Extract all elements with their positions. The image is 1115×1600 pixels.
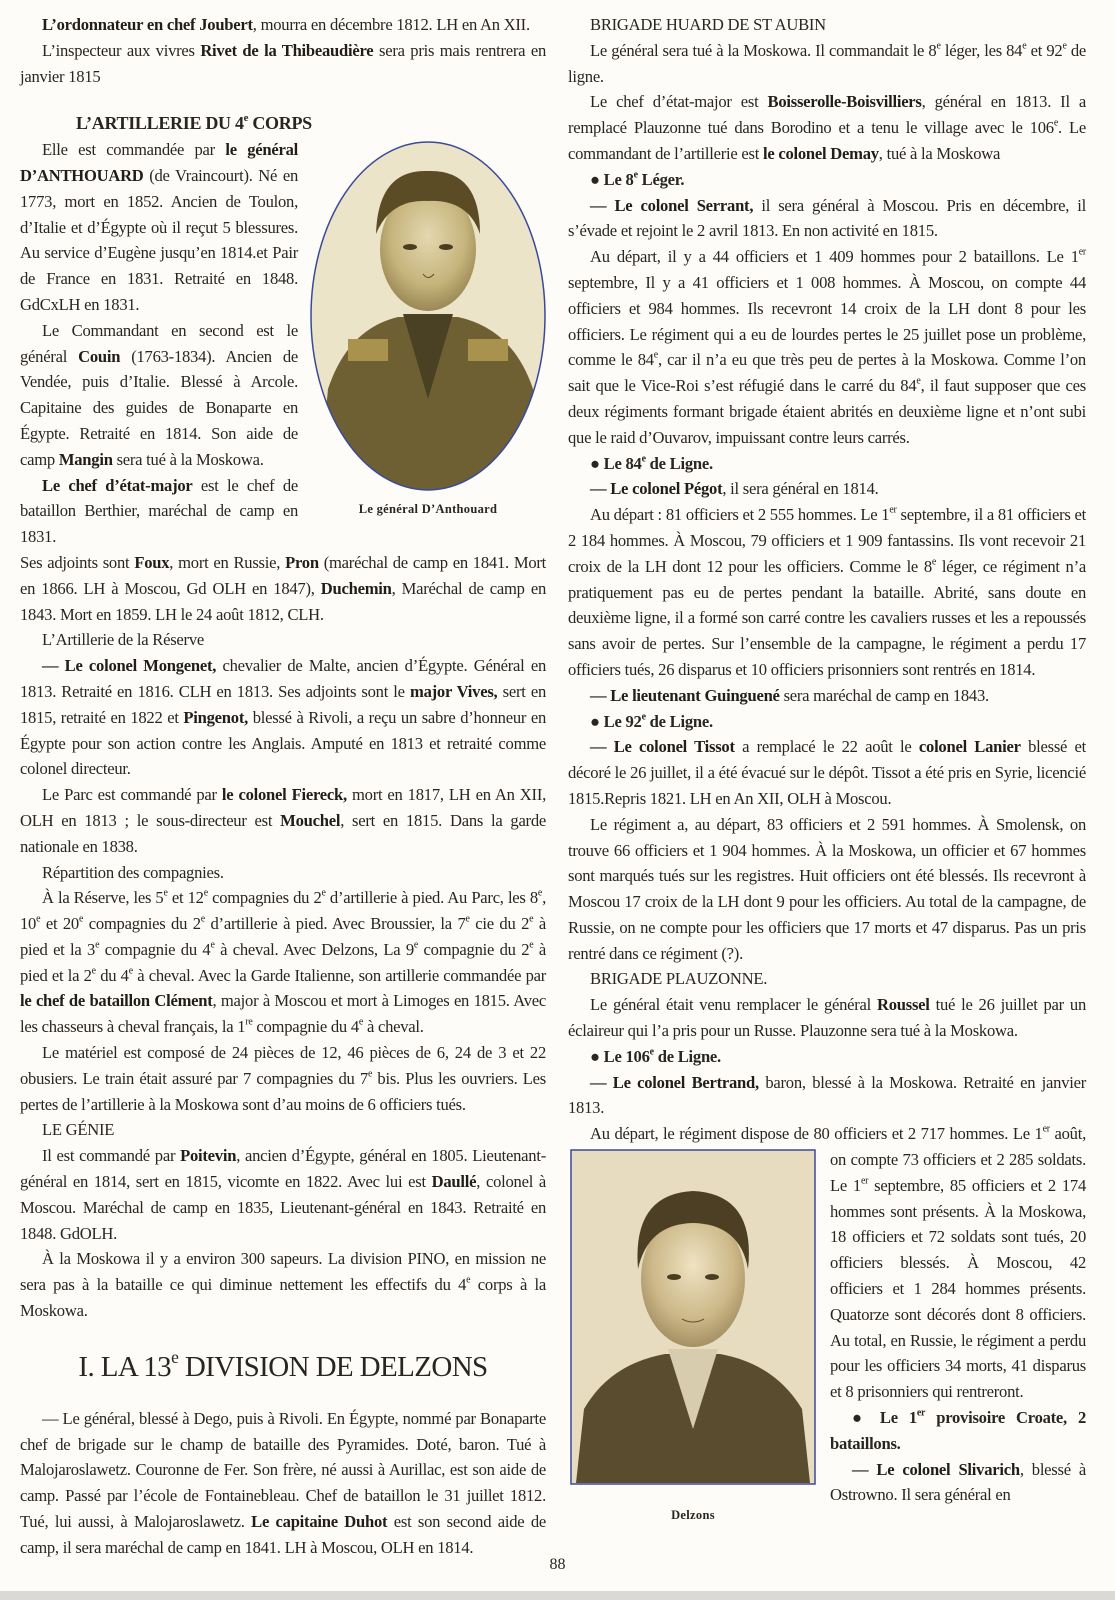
bold-name: le colonel Fiereck, [221,785,347,805]
superscript: e [36,913,41,925]
subheading-genie: LE GÉNIE [42,1120,115,1140]
superscript: e [641,711,646,723]
regiment-heading: ● Le 84e de Ligne. [590,453,713,473]
subheading-brigade: BRIGADE HUARD DE ST AUBIN [590,15,826,34]
superscript: e [413,939,419,951]
superscript: e [529,939,534,951]
superscript: re [245,1016,253,1028]
bold-name: le chef de bataillon Clément [20,991,213,1011]
regiment-heading: ● Le 92e de Ligne. [590,711,713,731]
superscript: e [203,887,208,899]
regiment-heading: ● Le 8e Léger. [590,169,685,189]
paragraph: À la Moskowa il y a environ 300 sapeurs. La division PINO, en mission ne sera pas à la bataille ce qui diminue nettement les effectifs du 4e corps à la Moskowa. [20,1249,546,1321]
left-column [20,12,546,1561]
portrait-anthouard-figure [308,139,548,527]
superscript: e [641,453,646,465]
paragraph: Le chef d’état-major est le chef de bataillon Berthier, maréchal de camp en 1831. [20,475,298,547]
bold-name: L’ordonnateur en chef Joubert [42,15,253,34]
superscript: e [529,913,534,925]
paragraph: Au départ, le régiment dispose de 80 officiers et 2 717 hommes. Le 1er août, on compte 73 officiers et 2 285 soldats. Le 1er septembre, 85 officiers et 2 174 hommes sont présents. À la Moskowa, 18 officiers et 72 soldats sont tués, 20 officiers blessés. À Moscou, 42 officiers et 1 284 hommes présents. Quatorze sont décorés dont 8 officiers. Au total, en Russie, le régiment a perdu pour les officiers 34 morts, 41 disparus et 8 prisonniers qui rentreront. [590,1123,1087,1402]
bold-name: Pingenot, [183,707,248,727]
superscript: e [78,913,84,925]
bold-name: — Le colonel Pégot [590,479,723,499]
superscript: er [889,504,897,516]
paragraph: Le Parc est commandé par le colonel Fiereck, mort en 1817, LH en An XII, OLH en 1813 ; le sous-directeur est Mouchel, sert en 1815. Dans la garde nationale en 1838. [20,785,546,856]
bold-name: Mangin [58,449,113,469]
superscript: er [916,1407,926,1419]
bold-name: — Le colonel Mongenet, [42,656,217,676]
paragraph: — Le colonel Bertrand, baron, blessé à la Moskowa. Retraité en janvier 1813. [568,1072,1086,1118]
paragraph: — Le lieutenant Guinguené sera maréchal de camp en 1843. [590,685,989,705]
portrait-caption: Delzons [671,1508,715,1523]
page-edge [0,1591,1115,1600]
paragraph: Le matériel est composé de 24 pièces de 12, 46 pièces de 6, 24 de 3 et 22 obusiers. Le train était assuré par 7 compagnies du 7e bis. Plus les ouvriers. Les pertes de l’artillerie à la Moskowa sont d’au moins de 6 officiers tués. [20,1043,546,1114]
portrait-delzons-image [570,1149,816,1485]
superscript: e [537,887,543,899]
bold-name: Duchemin [320,578,392,598]
page-number: 88 [549,1556,566,1573]
paragraph: L’Artillerie de la Réserve [42,630,204,650]
right-column [568,12,1086,1535]
superscript: e [358,1016,364,1028]
paragraph: Il est commandé par Poitevin, ancien d’Égypte, général en 1805. Lieutenant-général en 1814, sert en 1815, vicomte en 1822. Avec lui est Daullé, colonel à Moscou. Maréchal de camp en 1835, Lieutenant-général en 1843. Retraité en 1848. GdOLH. [20,1146,546,1243]
superscript: e [171,1346,179,1367]
bold-name: Le capitaine Duhot [251,1512,388,1532]
superscript: e [653,349,658,361]
bold-name: Roussel [877,995,930,1015]
paragraph: Le régiment a, au départ, 83 officiers et 2 591 hommes. À Smolensk, on trouve 66 officiers et 1 904 hommes. À la Moskowa, un officier et 67 hommes sont marqués tués sur les registres. Huit officiers ont été blessés. Ils recevront à Moscou 17 croix de la LH dont 9 pour les officiers. Au total de la campagne, de Russie, on ne compte pour les officiers que 17 morts et 47 disparus. Pas un pris rentré dans ce régiment (?). [568,814,1086,963]
paragraph: — Le général, blessé à Dego, puis à Rivoli. En Égypte, nommé par Bonaparte chef de brigade sur le champ de bataille des Pyramides. Doté, baron. Tué à Malojaroslawetz. Couronne de Fer. Son frère, né aussi à Aurillac, est son aide de camp. Passé par l’école de Fontainebleau. Chef de bataillon le 31 juillet 1812. Tué, lui aussi, à Malojaroslawetz. Le capitaine Duhot est son second aide de camp, il sera maréchal de camp en 1841. LH à Moscou, OLH en 1814. [20,1408,546,1557]
paragraph: À la Réserve, les 5e et 12e compagnies du 2e d’artillerie à pied. Au Parc, les 8e, 10e et 20e compagnies du 2e d’artillerie à pied. Avec Broussier, la 7e cie du 2e à pied et la 3e compagnie du 4e à cheval. Avec Delzons, La 9e compagnie du 2e à pied et la 2e du 4e à cheval. Avec la Garde Italienne, son artillerie commandée par le chef de bataillon Clément, major à Moscou et mort à Limoges en 1815. Avec les chasseurs à cheval français, la 1re compagnie du 4e à cheval. [20,887,547,1037]
bold-name: — Le colonel Slivarich [852,1459,1020,1479]
bold-name: — Le colonel Bertrand, [590,1072,759,1092]
section-heading-division: I. LA 13e DIVISION DE DELZONS [78,1346,488,1383]
regiment-heading: ● Le 1er provisoire Croate, 2 bataillons. [830,1407,1086,1453]
paragraph: Au départ, il y a 44 officiers et 1 409 hommes pour 2 bataillons. Le 1er septembre, Il y a 41 officiers et 1 008 hommes. À Moscou, on compte 44 officiers et 984 hommes. Ils recevront 14 croix de la LH dont 8 pour les officiers. Le régiment qui a eu de lourdes pertes le 25 juillet pose un problème, comme le 84e, car il n’a eu que très peu de pertes à la Moskowa. Comme l’on sait que le Vice-Roi s’est réfugié dans le carré du 84e, il faut supposer que ces deux régiments formant brigade étaient abrités en deuxième ligne et n’ont subi que le raid d’Ouvarov, impuissant contre leurs carrés. [568,246,1086,447]
portrait-caption: Le général D’Anthouard [358,501,498,516]
subheading-brigade: BRIGADE PLAUZONNE. [590,969,768,989]
paragraph: Le général sera tué à la Moskowa. Il commandait le 8e léger, les 84e et 92e de ligne. [568,40,1086,86]
superscript: e [936,40,941,52]
bold-name: Foux [134,552,170,572]
bold-name: major Vives, [410,681,498,701]
superscript: e [367,1068,373,1080]
bold-name: le général D’ANTHOUARD [20,140,298,185]
superscript: e [1022,40,1027,52]
superscript: e [243,112,249,125]
bold-name: Mouchel [280,810,341,830]
superscript: e [1053,117,1059,129]
regiment-heading: ● Le 106e de Ligne. [590,1046,721,1066]
superscript: e [321,887,326,899]
superscript: e [128,965,133,977]
paragraph: Le général était venu remplacer le général Roussel tué le 26 juillet par un éclaireur qui l’a pris pour un Russe. Plauzonne sera tué à la Moskowa. [568,995,1087,1041]
bold-name: Rivet de la Thibeaudière [200,40,374,60]
paragraph: Le Commandant en second est le général Couin (1763-1834). Ancien de Vendée, puis d’Italie. Blessé à Arcole. Capitaine des guides de Bonaparte en Égypte. Retraité en 1814. Son aide de camp Mangin sera tué à la Moskowa. [20,320,298,469]
portrait-delzons-figure [568,1149,818,1535]
paragraph: — Le colonel Mongenet, chevalier de Malte, ancien d’Égypte. Général en 1813. Retraité en 1816. CLH en 1813. Ses adjoints sont le major Vives, sert en 1815, retraité en 1822 et Pingenot, blessé à Rivoli, a reçu un sabre d’honneur en Égypte pour son action contre les Anglais. Amputé en 1813 et retraité comme colonel directeur. [20,656,547,779]
superscript: e [649,1046,654,1058]
bold-name: Boisserolle-Boisvilliers [767,92,922,112]
superscript: e [95,939,100,951]
portrait-anthouard-image [308,139,548,493]
bold-name: — Le colonel Tissot [590,737,735,757]
superscript: e [200,913,205,925]
paragraph: Au départ : 81 officiers et 2 555 hommes. Le 1er septembre, il a 81 officiers et 2 184 hommes. À Moscou, 79 officiers et 1 909 fantassins. Ils vont recevoir 21 croix de la LH dont 12 pour les officiers. Comme le 8e léger, ce régiment n’a pratiquement pas eu de pertes pendant la bataille. Abrité, sans doute en deuxième ligne, il a formé son carré contre les cavaliers russes et les a repoussés sans avoir de pertes. Sur l’ensemble de la campagne, le régiment a perdu 17 officiers tués, 26 disparus et 10 officiers prisonniers sont rentrés en 1814. [568,504,1086,679]
bold-name: Daullé [431,1172,477,1192]
superscript: er [860,1175,869,1187]
superscript: e [163,887,168,899]
paragraph: Répartition des compagnies. [42,862,224,882]
superscript: e [1062,40,1067,52]
section-heading-artillerie: L’ARTILLERIE DU 4e CORPS [76,112,312,134]
bold-name: — Le lieutenant Guinguené [590,685,780,705]
paragraph: — Le colonel Serrant, il sera général à Moscou. Pris en décembre, il s’évade et rejoint le 2 avril 1813. En non activité en 1815. [568,195,1086,241]
superscript: e [91,965,96,977]
superscript: e [465,913,470,925]
superscript: e [633,169,638,181]
paragraph: — Le colonel Pégot, il sera général en 1814. [590,479,879,499]
superscript: e [916,375,921,387]
paragraph: Ses adjoints sont Foux, mort en Russie, Pron (maréchal de camp en 1841. Mort en 1866. LH à Moscou, Gd OLH en 1847), Duchemin, Maréchal de camp en 1843. Mort en 1859. LH le 24 août 1812, CLH. [20,552,547,624]
superscript: er [1078,246,1086,258]
paragraph: L’inspecteur aux vivres Rivet de la Thibeaudière sera pris mais rentrera en janvier 1815 [20,40,546,86]
paragraph: — Le colonel Tissot a remplacé le 22 août le colonel Lanier blessé et décoré le 26 juillet, il a été évacué sur le dépôt. Tissot a été pris en Syrie, licencié 1815.Repris 1821. LH en An XII, OLH à Moscou. [568,737,1087,808]
superscript: e [210,939,215,951]
superscript: e [466,1274,471,1286]
superscript: e [931,556,937,568]
paragraph: Elle est commandée par le général D’ANTHOUARD (de Vraincourt). Né en 1773, mort en 1852. Ancien de Toulon, d’Italie et d’Égypte où il reçut 5 blessures. Au service d’Eugène jusqu’en 1814.et Pair de France en 1831. Retraité en 1848. GdCxLH en 1831. [20,140,298,314]
bold-name: Poitevin [180,1146,237,1166]
bold-name: Le chef d’état-major [42,475,193,495]
paragraph: Le chef d’état-major est Boisserolle-Boisvilliers, général en 1813. Il a remplacé Plauzonne tué dans Borodino et a tenu le village avec le 106e. Le commandant de l’artillerie est le colonel Demay, tué à la Moskowa [568,92,1086,163]
bold-name: Pron [285,552,319,572]
bold-name: le colonel Demay [762,143,879,163]
bold-name: Couin [78,346,121,366]
paragraph: — Le colonel Slivarich, blessé à Ostrowno. Il sera général en [830,1459,1086,1505]
paragraph: L’ordonnateur en chef Joubert, mourra en décembre 1812. LH en An XII. [42,15,530,34]
superscript: er [1042,1123,1050,1135]
bold-name: — Le colonel Serrant, [590,195,754,215]
bold-name: colonel Lanier [918,737,1021,757]
